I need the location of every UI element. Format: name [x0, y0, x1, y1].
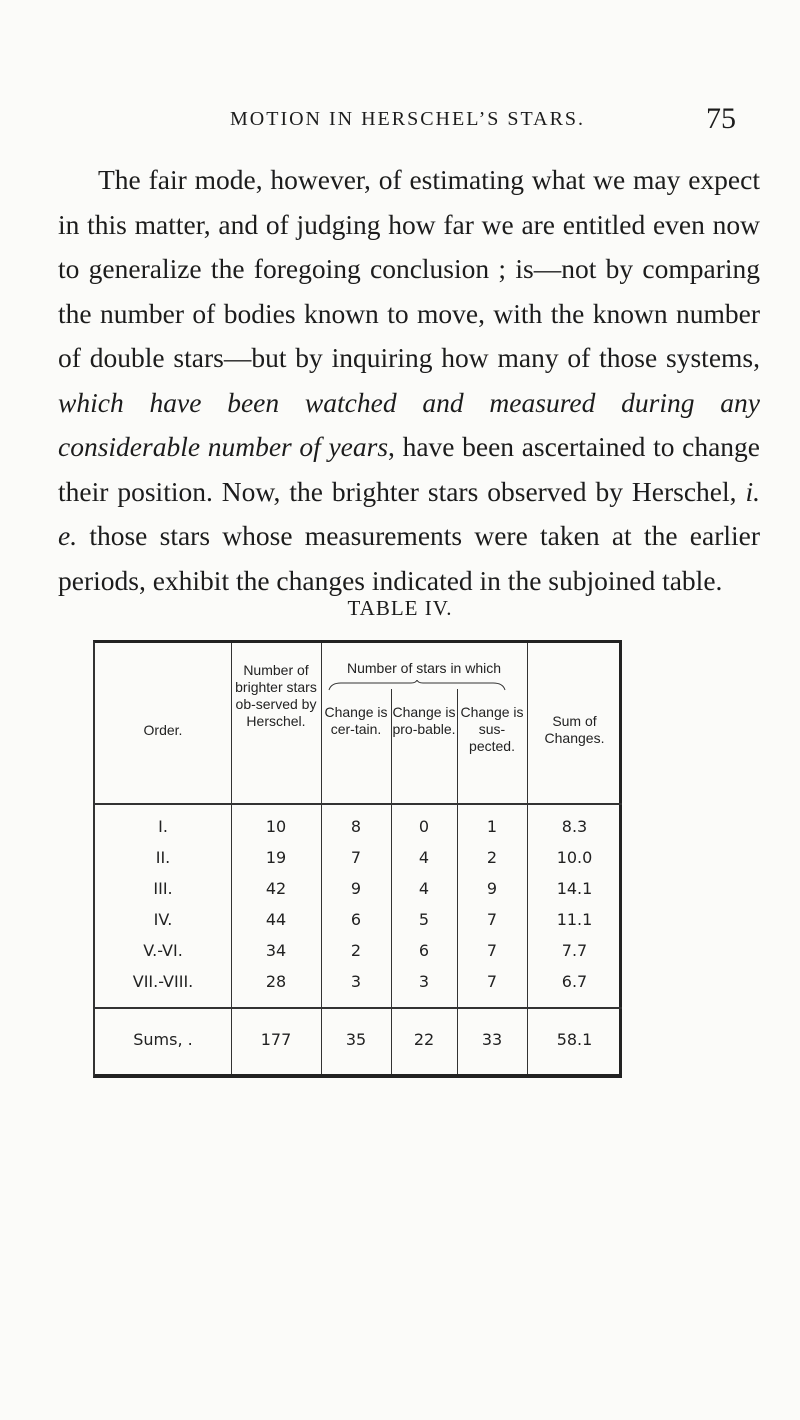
cell-sums-sum: 58.1	[556, 1030, 593, 1049]
header-probable: Change is pro-bable.	[392, 704, 456, 737]
cell-sums-certain: 35	[345, 1030, 367, 1049]
cell-sums-suspected: 33	[481, 1030, 503, 1049]
cell-sums-number: 177	[260, 1030, 292, 1049]
header-number: Number of brighter stars ob-served by Herschel.	[235, 662, 317, 729]
cell-suspected: 2	[486, 848, 498, 867]
cell-sum: 11.1	[556, 910, 593, 929]
cell-number: 44	[265, 910, 287, 929]
body-paragraph	[58, 158, 760, 603]
cell-order: II.	[155, 848, 171, 867]
page-number: 75	[706, 102, 736, 135]
cell-suspected: 1	[486, 817, 498, 836]
data-table	[93, 640, 622, 1078]
header-certain: Change is cer-tain.	[324, 704, 388, 737]
cell-order: III.	[153, 879, 173, 898]
paragraph-text-2: , have been ascertained to change their position. Now, the brighter stars observed by Herschel,	[58, 431, 760, 507]
sums-rule	[95, 1007, 622, 1009]
cell-suspected: 7	[486, 910, 498, 929]
cell-probable: 0	[418, 817, 430, 836]
cell-sum: 7.7	[561, 941, 588, 960]
paragraph-italic-phrase: which have been watched and measured during any considerable number of years	[58, 386, 760, 462]
cell-probable: 5	[418, 910, 430, 929]
cell-sums-probable: 22	[413, 1030, 435, 1049]
cell-number: 34	[265, 941, 287, 960]
cell-probable: 4	[418, 879, 430, 898]
cell-order: VII.-VIII.	[132, 972, 194, 991]
paragraph-text-1: The fair mode, however, of estimating what we may expect in this matter, and of judging how far we are entitled even now to generalize the foregoing conclusion ; is—not by comparing the number of bodies known to move, with the known number of double stars—but by inquiring how many of those systems,	[58, 164, 760, 373]
paragraph-text-3: those stars whose measurements were taken at the earlier periods, exhibit the changes indicated in the subjoined table.	[58, 520, 760, 596]
cell-sum: 10.0	[556, 848, 593, 867]
cell-sum: 14.1	[556, 879, 593, 898]
cell-sums-label: Sums, .	[133, 1030, 193, 1049]
cell-certain: 7	[350, 848, 362, 867]
cell-sum: 6.7	[561, 972, 588, 991]
running-head	[0, 102, 800, 148]
cell-suspected: 7	[486, 941, 498, 960]
cell-certain: 9	[350, 879, 362, 898]
cell-order: IV.	[153, 910, 173, 929]
cell-certain: 6	[350, 910, 362, 929]
cell-number: 10	[265, 817, 287, 836]
header-order: Order.	[143, 722, 183, 738]
running-title: MOTION IN HERSCHEL’S STARS.	[230, 108, 586, 130]
paragraph-italic-ie: i. e.	[58, 475, 760, 551]
table-title: TABLE IV.	[347, 596, 453, 620]
cell-probable: 4	[418, 848, 430, 867]
cell-certain: 3	[350, 972, 362, 991]
cell-certain: 2	[350, 941, 362, 960]
cell-probable: 6	[418, 941, 430, 960]
header-rule	[95, 803, 622, 805]
header-suspected: Change is sus-pected.	[460, 704, 524, 754]
cell-suspected: 7	[486, 972, 498, 991]
cell-order: I.	[158, 817, 168, 836]
header-group: Number of stars in which	[346, 660, 502, 676]
cell-sum: 8.3	[561, 817, 588, 836]
cell-number: 19	[265, 848, 287, 867]
cell-number: 28	[265, 972, 287, 991]
cell-probable: 3	[418, 972, 430, 991]
cell-number: 42	[265, 879, 287, 898]
cell-suspected: 9	[486, 879, 498, 898]
header-sum: Sum of Changes.	[544, 713, 605, 746]
cell-certain: 8	[350, 817, 362, 836]
header-brace	[327, 680, 507, 692]
cell-order: V.-VI.	[143, 941, 183, 960]
